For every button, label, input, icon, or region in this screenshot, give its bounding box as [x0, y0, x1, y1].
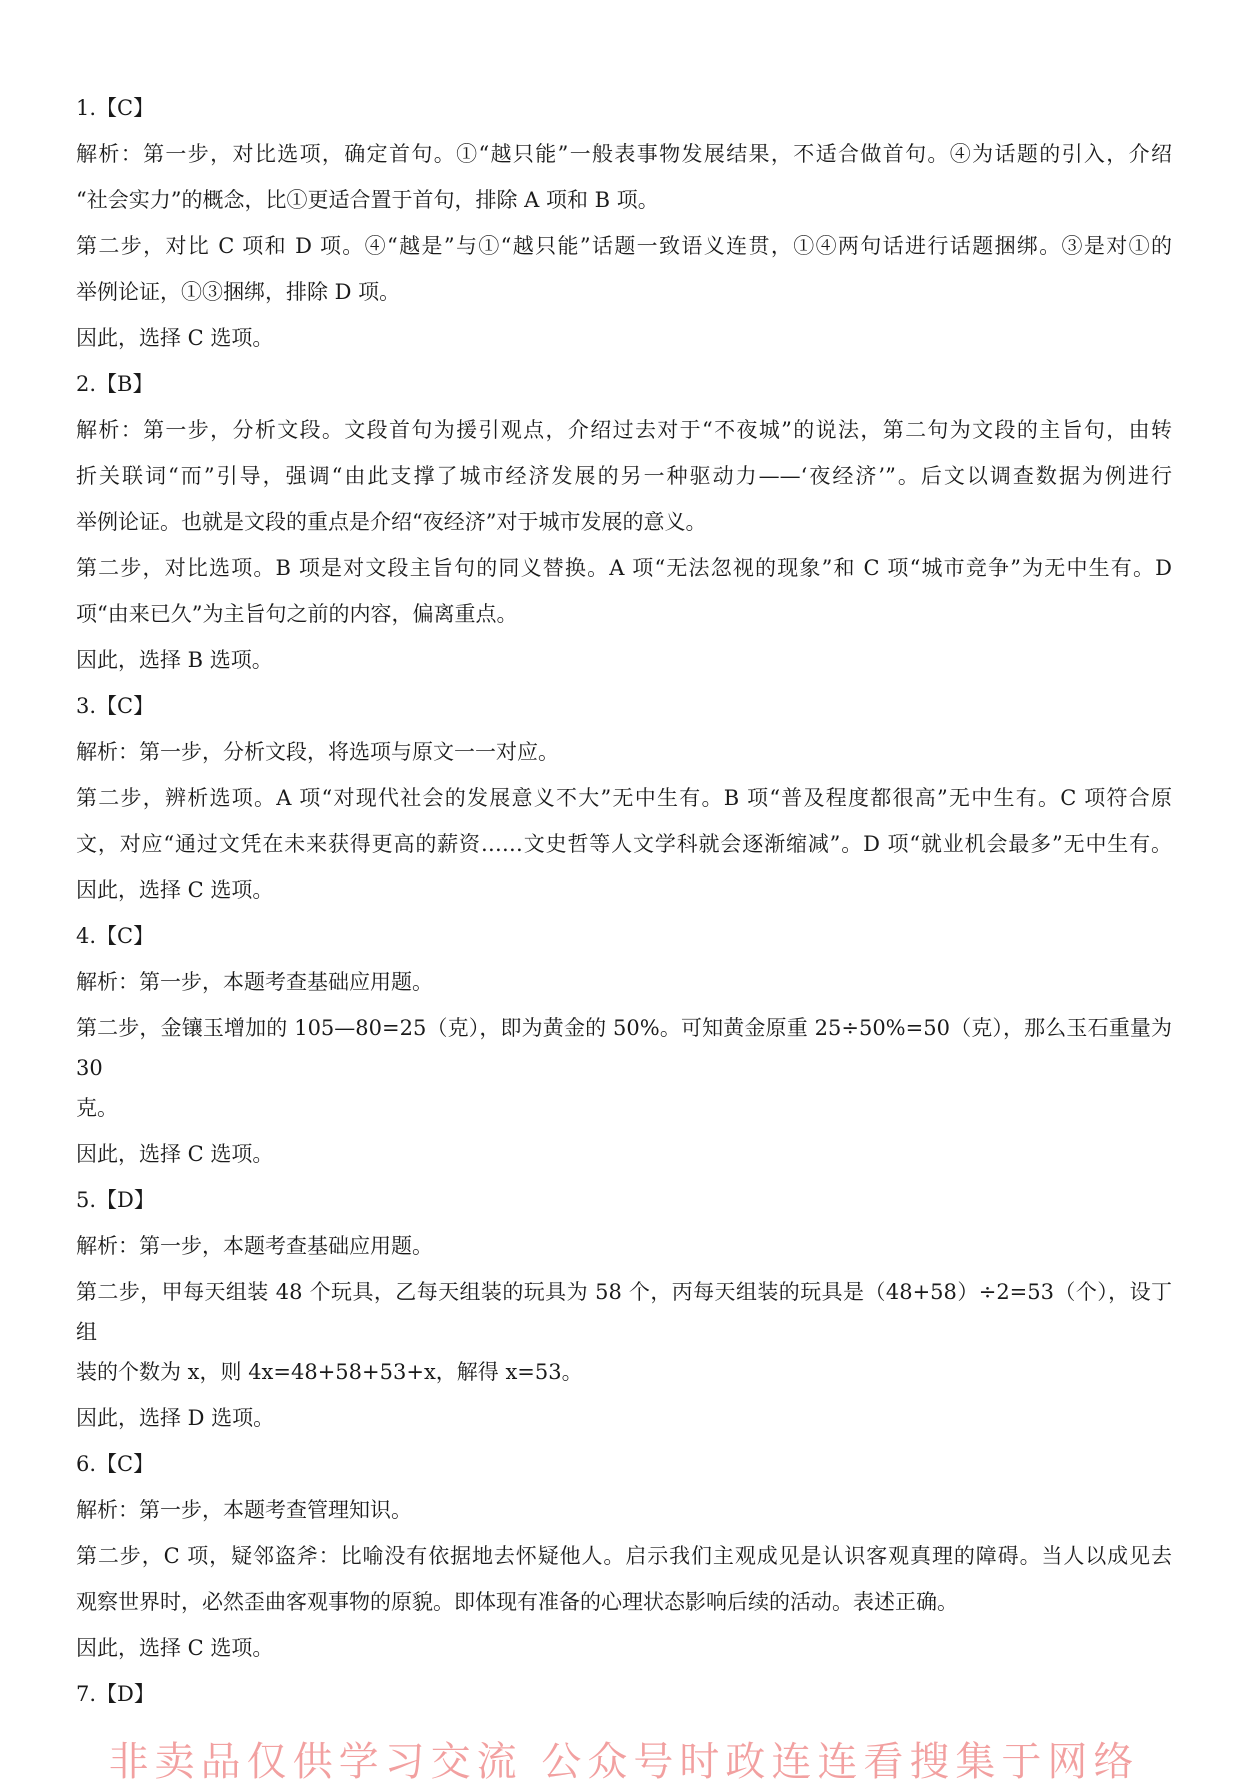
explanation-line: 因此，选择 C 选项。: [76, 1142, 274, 1166]
explanation-line: 解析：第一步，对比选项，确定首句。①“越只能”一般表事物发展结果，不适合做首句。④为话题的引入，介绍: [76, 142, 1172, 166]
explanation-line: 观察世界时，必然歪曲客观事物的原貌。即体现有准备的心理状态影响后续的活动。表述正确。: [76, 1590, 958, 1614]
explanation-line: 解析：第一步，本题考查基础应用题。: [76, 1234, 433, 1258]
explanation-line: 折关联词“而”引导，强调“由此支撑了城市经济发展的另一种驱动力——‘夜经济’”。后文以调查数据为例进行: [76, 464, 1172, 488]
explanation-line: 举例论证。也就是文段的重点是介绍“夜经济”对于城市发展的意义。: [76, 510, 707, 534]
question-answer-heading: 1.【C】: [76, 96, 155, 120]
explanation-line: 因此，选择 C 选项。: [76, 1636, 274, 1660]
question-answer-heading: 5.【D】: [76, 1188, 155, 1212]
explanation-line: “社会实力”的概念，比①更适合置于首句，排除 A 项和 B 项。: [76, 188, 659, 212]
explanation-line: 因此，选择 D 选项。: [76, 1406, 275, 1430]
explanation-line: 举例论证，①③捆绑，排除 D 项。: [76, 280, 401, 304]
explanation-line: 因此，选择 C 选项。: [76, 326, 274, 350]
explanation-line: 项“由来已久”为主旨句之前的内容，偏离重点。: [76, 602, 518, 626]
watermark: 非卖品仅供学习交流 公众号时政连连看搜集于网络: [108, 1739, 1140, 1785]
answer-document: [76, 0, 1172, 1720]
question-answer-heading: 2.【B】: [76, 372, 154, 396]
explanation-line: 解析：第一步，本题考查基础应用题。: [76, 970, 433, 994]
question-answer-heading: 4.【C】: [76, 924, 155, 948]
explanation-line: 解析：第一步，本题考查管理知识。: [76, 1498, 412, 1522]
question-answer-heading: 6.【C】: [76, 1452, 155, 1476]
explanation-line: 第二步，辨析选项。A 项“对现代社会的发展意义不大”无中生有。B 项“普及程度都很高”无中生有。C 项符合原: [76, 786, 1172, 810]
explanation-line: 第二步，甲每天组装 48 个玩具，乙每天组装的玩具为 58 个，丙每天组装的玩具是（48+58）÷2=53（个），设丁组: [76, 1280, 1172, 1344]
explanation-line: 解析：第一步，分析文段。文段首句为援引观点，介绍过去对于“不夜城”的说法，第二句为文段的主旨句，由转: [76, 418, 1172, 442]
explanation-line: 因此，选择 B 选项。: [76, 648, 273, 672]
explanation-line: 第二步，对比选项。B 项是对文段主旨句的同义替换。A 项“无法忽视的现象”和 C 项“城市竞争”为无中生有。D: [76, 556, 1172, 580]
explanation-line: 第二步，C 项，疑邻盗斧：比喻没有依据地去怀疑他人。启示我们主观成见是认识客观真理的障碍。当人以成见去: [76, 1544, 1172, 1568]
explanation-line: 第二步，金镶玉增加的 105—80=25（克），即为黄金的 50%。可知黄金原重 25÷50%=50（克），那么玉石重量为 30: [76, 1016, 1172, 1080]
explanation-line: 装的个数为 x，则 4x=48+58+53+x，解得 x=53。: [76, 1360, 583, 1384]
question-answer-heading: 7.【D】: [76, 1682, 155, 1706]
explanation-line: 解析：第一步，分析文段，将选项与原文一一对应。: [76, 740, 559, 764]
question-answer-heading: 3.【C】: [76, 694, 155, 718]
explanation-line: 克。: [76, 1096, 118, 1120]
explanation-line: 文，对应“通过文凭在未来获得更高的薪资……文史哲等人文学科就会逐渐缩减”。D 项“就业机会最多”无中生有。: [76, 832, 1172, 856]
explanation-line: 第二步，对比 C 项和 D 项。④“越是”与①“越只能”话题一致语义连贯，①④两句话进行话题捆绑。③是对①的: [76, 234, 1172, 258]
explanation-line: 因此，选择 C 选项。: [76, 878, 274, 902]
